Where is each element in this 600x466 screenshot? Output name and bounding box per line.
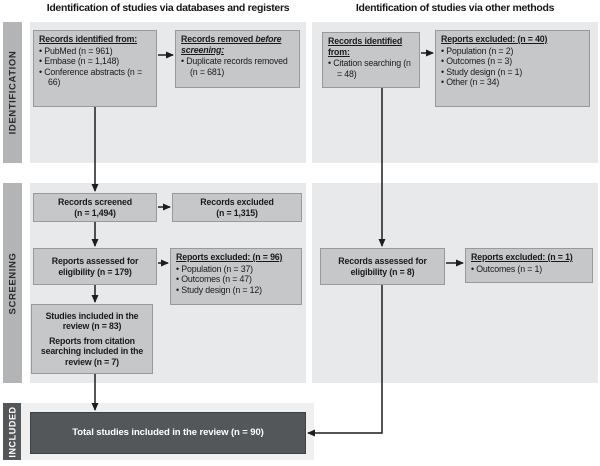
- box-paragraph: Reports from citation searching included in the review (n = 7): [40, 335, 144, 367]
- box-reports-excluded-1: [465, 248, 593, 283]
- box-line: (n = 1,315): [216, 207, 258, 218]
- bullet-item: • Study design (n = 1): [441, 67, 585, 78]
- bullet-item: • Outcomes (n = 3): [441, 56, 585, 67]
- box-title-plain: Records removed: [181, 34, 256, 44]
- bullet-item: • Outcomes (n = 47): [176, 274, 297, 285]
- box-records-screened: [33, 193, 157, 222]
- box-records-identified-databases: [33, 30, 157, 107]
- stage-band-identification-label: IDENTIFICATION: [7, 50, 19, 135]
- box-title: Reports excluded: (n = 96): [176, 252, 283, 262]
- bullet-item: • Embase (n = 1,148): [39, 56, 152, 67]
- bullet-item: • Citation searching (n = 48): [328, 58, 415, 79]
- box-title: Records identified from:: [328, 36, 403, 57]
- bullet-item: • Conference abstracts (n = 66): [39, 67, 152, 88]
- box-line: Records excluded: [200, 196, 274, 207]
- box-reports-assessed-eligibility: [33, 248, 157, 285]
- box-total-studies-included: [30, 412, 306, 454]
- bullet-item: • Other (n = 34): [441, 77, 585, 88]
- bullet-item: • PubMed (n = 961): [39, 46, 152, 57]
- box-line: Records screened: [58, 196, 132, 207]
- column-header-other-methods: Identification of studies via other methods: [355, 2, 555, 14]
- box-title: Reports excluded: (n = 1): [471, 252, 573, 262]
- box-paragraph: Studies included in the review (n = 83): [45, 310, 139, 332]
- box-title: [181, 34, 295, 55]
- box-records-assessed-other: [320, 248, 445, 285]
- box-text: Records assessed for eligibility (n = 8): [338, 255, 427, 277]
- box-text: Reports assessed for eligibility (n = 179): [51, 255, 139, 277]
- box-title-italic: before screening:: [181, 34, 282, 55]
- box-reports-excluded-96: [170, 248, 302, 305]
- column-header-databases: Identification of studies via databases and registers: [46, 2, 290, 14]
- box-text: Total studies included in the review (n = 90): [72, 427, 264, 439]
- box-studies-included-review: [31, 304, 153, 374]
- box-records-identified-other: [322, 32, 420, 88]
- bullet-item: • Duplicate records removed (n = 681): [181, 56, 295, 77]
- stage-band-included: [3, 403, 22, 460]
- stage-band-screening: [3, 183, 22, 383]
- box-records-removed-before-screening: [175, 30, 300, 88]
- bullet-item: • Population (n = 37): [176, 264, 297, 275]
- box-title: Reports excluded: (n = 40): [441, 34, 548, 44]
- stage-band-identification: [3, 22, 22, 163]
- bullet-item: • Population (n = 2): [441, 46, 585, 57]
- bullet-item: • Study design (n = 12): [176, 285, 297, 296]
- bullet-item: • Outcomes (n = 1): [471, 264, 588, 275]
- box-reports-excluded-40: [435, 30, 590, 107]
- box-title: Records identified from:: [39, 34, 138, 44]
- box-records-excluded: [172, 193, 302, 222]
- box-line: (n = 1,494): [74, 207, 116, 218]
- stage-band-screening-label: SCREENING: [7, 252, 19, 314]
- stage-band-included-label: INCLUDED: [7, 405, 18, 458]
